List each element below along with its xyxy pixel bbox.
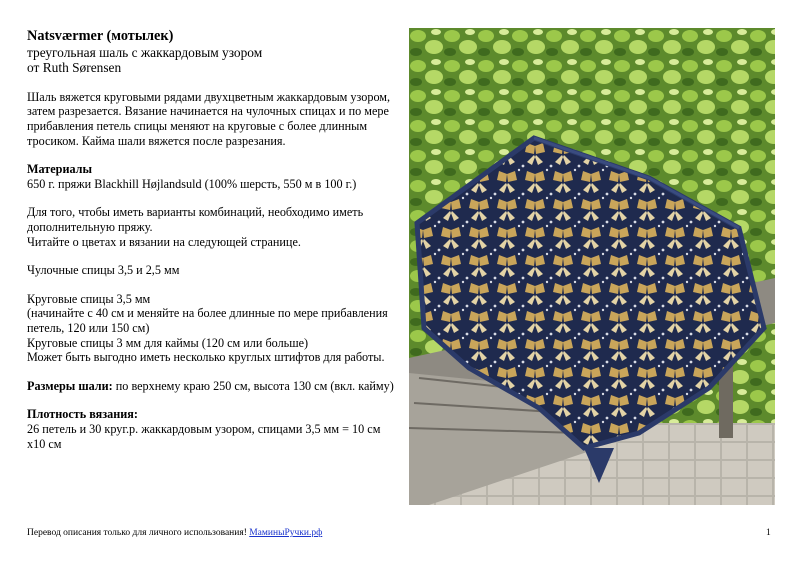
gauge-value: 26 петель и 30 круг.р. жаккардовым узором, спицами 3,5 мм = 10 см х10 см <box>27 421 381 451</box>
shawl-size <box>27 379 399 394</box>
text-column <box>27 28 399 451</box>
footer <box>27 528 322 538</box>
size-label: Размеры шали: <box>27 378 113 393</box>
intro-paragraph: Шаль вяжется круговыми рядами двухцветным жаккардовым узором, затем разрезается. Вязание начинается на чулочных спицах и по мере прибавления петель спицы меняют на круговые с более длинным тросиком. Кайма шали вяжется после разрезания. <box>27 89 391 148</box>
pattern-title: Natsværmer (мотылек) <box>27 28 174 44</box>
circular-needles-note: (начинайте с 40 см и меняйте на более длинные по мере прибавления петель, 120 или 150 см) <box>27 306 388 335</box>
site-link[interactable]: МаминыРучки.рф <box>249 528 323 538</box>
needle-tip: Может быть выгодно иметь несколько круглых штифтов для работы. <box>27 350 385 365</box>
materials-note: Для того, чтобы иметь варианты комбинаций, необходимо иметь дополнительную пряжу. <box>27 205 364 234</box>
dpn-needles: Чулочные спицы 3,5 и 2,5 мм <box>27 263 180 278</box>
pattern-author: от Ruth Sørensen <box>27 60 122 76</box>
materials-heading: Материалы <box>27 162 93 177</box>
size-value: по верхнему краю 250 см, высота 130 см (вкл. кайму) <box>112 378 394 393</box>
footer-text: Перевод описания только для личного использования! <box>27 528 250 538</box>
border-needles: Круговые спицы 3 мм для каймы (120 см или больше) <box>27 335 309 350</box>
materials-note-2: Читайте о цветах и вязании на следующей странице. <box>27 234 301 249</box>
circular-needles: Круговые спицы 3,5 мм <box>27 291 151 306</box>
materials-yarn: 650 г. пряжи Blackhill Højlandsuld (100% шерсть, 550 м в 100 г.) <box>27 176 357 191</box>
page-number: 1 <box>766 528 771 538</box>
shawl-photo <box>409 28 775 505</box>
gauge-heading: Плотность вязания: <box>27 407 138 422</box>
pattern-subtitle: треугольная шаль с жаккардовым узором <box>27 45 263 60</box>
